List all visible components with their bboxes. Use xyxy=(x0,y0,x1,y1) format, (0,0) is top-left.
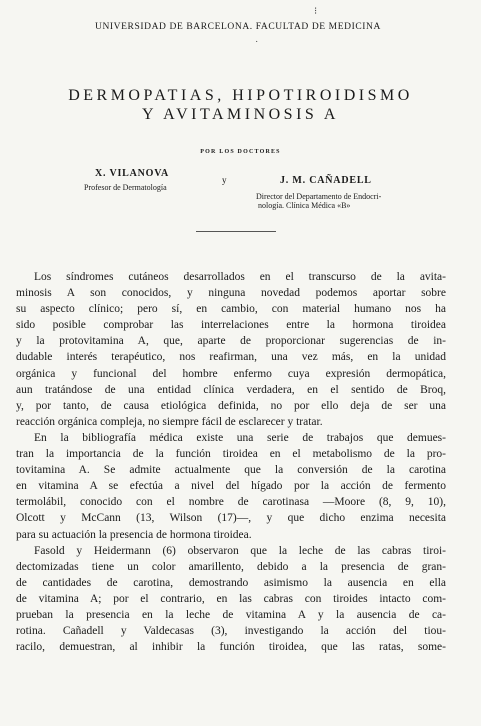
body-line: Olcott y McCann (13, Wilson (17)—, y que dicho enzima necesita xyxy=(16,512,446,525)
byline-conjunction: y xyxy=(222,175,227,185)
article-title-line-2: Y AVITAMINOSIS A xyxy=(142,106,339,123)
body-line: rotina. Cañadell y Valdecasas (3), investigando la acción del tiou- xyxy=(16,625,446,638)
body-line: minosis A son conocidos, y ninguna novedad podemos aportar sobre xyxy=(16,287,446,300)
body-line: y la protovitamina A, que, aparte de proporcionar sugerencias de in- xyxy=(16,335,446,348)
body-line: de vitamina A; por el contrario, en las cabras con tiroides intacto com- xyxy=(16,592,446,605)
author-2-role-line-1: Director del Departamento de Endocri- xyxy=(256,192,382,201)
body-line: su aspecto clínico; pero sí, en cambio, con material humano nos ha xyxy=(16,303,446,316)
print-mark: ⁝ xyxy=(314,6,318,17)
body-line: tovitamina A. Se admite actualmente que la conversión de la carotina xyxy=(16,464,446,477)
body-line: y, por tanto, de causa etiológica definida, no por ello deja de ser una xyxy=(16,399,446,412)
article-title-line-1: DERMOPATIAS, HIPOTIROIDISMO xyxy=(68,87,413,104)
body-line: para su actuación la presencia de hormona tiroidea. xyxy=(16,528,252,541)
running-header: UNIVERSIDAD DE BARCELONA. FACULTAD DE MEDICINA xyxy=(95,22,381,32)
article-body xyxy=(16,269,446,655)
body-line: sido posible comprobar las interrelaciones entre la hormona tiroidea xyxy=(16,319,446,332)
body-line: prueban la presencia en la leche de vitamina A y la ausencia de ca- xyxy=(16,608,446,621)
body-line: En la bibliografía médica existe una serie de trabajos que demues- xyxy=(34,431,446,444)
author-1-name: X. VILANOVA xyxy=(95,168,170,179)
body-line: dectomizadas tiene un color amarillento, debido a la presencia de gran- xyxy=(16,560,446,573)
body-line: tran la importancia de la función tiroidea en el metabolismo de la pro- xyxy=(16,448,446,461)
author-1-role: Profesor de Dermatología xyxy=(84,183,167,192)
body-line: reacción orgánica compleja, no siempre fácil de esclarecer y tratar. xyxy=(16,415,323,428)
byline-intro: POR LOS DOCTORES xyxy=(200,149,281,155)
body-line: Los síndromes cutáneos desarrollados en el transcurso de la avita- xyxy=(34,271,446,283)
body-line: racilo, demuestran, al inhibir la función tiroidea, que las ratas, some- xyxy=(16,641,446,654)
author-2-role xyxy=(256,192,381,210)
body-line: orgánica y funcional del hombre enfermo cuya expresión dermopática, xyxy=(16,367,446,380)
body-line: en vitamina A se efectúa a nivel del hígado por la acción de fermento xyxy=(16,480,446,493)
body-line: termolábil, conocido con el nombre de carotinasa —Moore (8, 9, 10), xyxy=(16,496,446,509)
author-2-role-line-2: nología. Clínica Médica «B» xyxy=(258,201,351,210)
body-line: de cantidades de carotina, demostrando asimismo la ausencia en ella xyxy=(16,576,446,589)
print-mark: ˙ xyxy=(255,40,259,51)
body-line: dudable interés terapéutico, nos reafirman, una vez más, en la unidad xyxy=(16,351,446,364)
section-divider xyxy=(196,231,276,232)
body-line: Fasold y Heidermann (6) observaron que la leche de las cabras tiroi- xyxy=(34,544,446,557)
author-2-name: J. M. CAÑADELL xyxy=(280,175,372,186)
body-line: aun tratándose de una entidad clínica verdadera, en el sentido de Broq, xyxy=(16,383,446,396)
